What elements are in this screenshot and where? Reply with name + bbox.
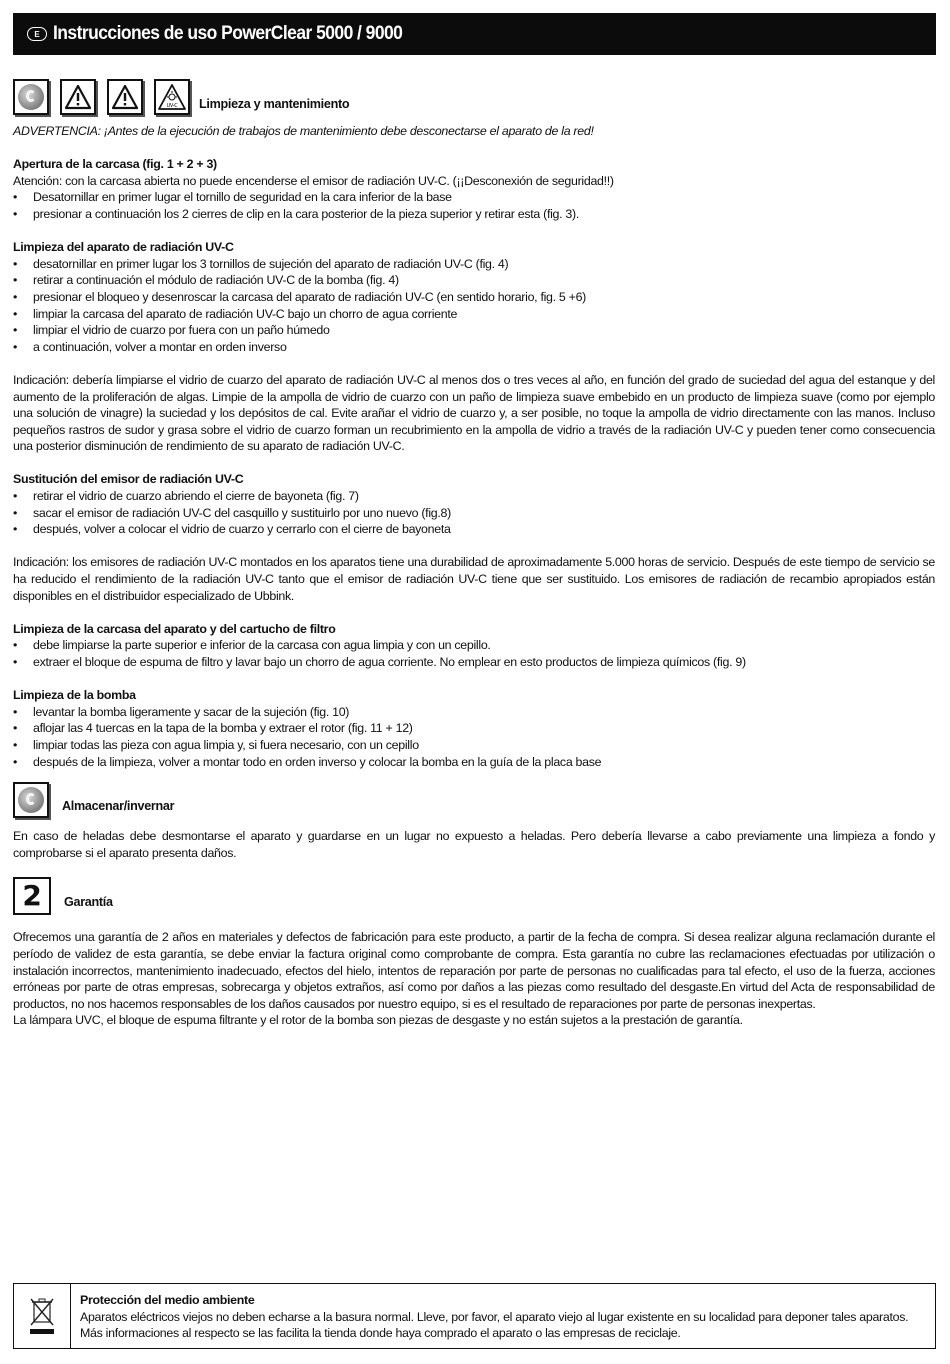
list-item: • a continuación, volver a montar en orden inverso — [13, 339, 287, 354]
storage-text: En caso de heladas debe desmontarse el aparato y guardarse en un lugar no expuesto a heladas. Pero debería llevarse a cabo previamente una limpieza a fondo y comprobarse si el aparato presenta daños. — [13, 829, 935, 860]
list-item: • limpiar la carcasa del aparato de radiación UV-C bajo un chorro de agua corriente — [13, 306, 458, 321]
list-item: • retirar el vidrio de cuarzo abriendo el cierre de bayoneta (fig. 7) — [13, 489, 359, 504]
list-item: • después, volver a colocar el vidrio de cuarzo y cerrarlo con el cierre de bayoneta — [13, 522, 451, 537]
environment-box — [13, 1283, 936, 1349]
pump-cleaning-title: Limpieza de la bomba — [13, 688, 136, 703]
list-item: • presionar a continuación los 2 cierres de clip en la cara posterior de la pieza superior y retirar esta (fig. 3). — [13, 206, 579, 221]
list-item: • retirar a continuación el módulo de radiación UV-C de la bomba (fig. 4) — [13, 273, 399, 288]
warranty-years-icon: 2 — [13, 877, 51, 915]
list-item: • después de la limpieza, volver a montar todo en orden inverso y colocar la bomba en la guía de la placa base — [13, 754, 602, 769]
warranty-text-2: La lámpara UVC, el bloque de espuma filtrante y el rotor de la bomba son piezas de desgaste y no están sujetos a la prestación de garantía. — [13, 1013, 743, 1028]
warranty-title: Garantía — [64, 894, 113, 909]
emitter-replacement-title: Sustitución del emisor de radiación UV-C — [13, 472, 244, 487]
warning-icon — [107, 79, 143, 115]
opening-title: Apertura de la carcasa (fig. 1 + 2 + 3) — [13, 157, 217, 172]
emitter-indication: Indicación: los emisores de radiación UV-C montados en los aparatos tiene una durabilidad de aproximadamente 5.000 horas de servicio. Después de este tiempo de servicio se ha reducido el rendimiento de la radiación UV-C tanto que el emisor de radiación UV-C tiene que ser sustituido. Los emisores de radiación de recambio apropiados están disponibles en el distribuidor especializado de Ubbink. — [13, 555, 935, 603]
warning-icon — [60, 79, 96, 115]
opening-note: Atención: con la carcasa abierta no puede encenderse el emisor de radiación UV-C. (¡¡Desconexión de seguridad!!) — [13, 173, 614, 188]
maintenance-icon-row — [13, 75, 935, 115]
environment-text: Aparatos eléctricos viejos no deben echarse a la basura normal. Lleve, por favor, el aparato viejo al lugar existente en su localidad para deponer tales aparatos. Más informaciones al respecto se las facilita la tienda donde haya comprado el aparato o las empresas de reciclaje. — [80, 1309, 909, 1341]
list-item: • limpiar todas las pieza con agua limpia y, si fuera necesario, con un cepillo — [13, 737, 419, 752]
list-item: • Desatornillar en primer lugar el tornillo de seguridad en la cara inferior de la base — [13, 190, 452, 205]
page-title: Instrucciones de uso PowerClear 5000 / 9000 — [53, 23, 403, 44]
list-item: • presionar el bloqueo y desenroscar la carcasa del aparato de radiación UV-C (en sentido horario, fig. 5 +6) — [13, 289, 587, 304]
crossed-bin-icon — [14, 1284, 71, 1348]
housing-cleaning-title: Limpieza de la carcasa del aparato y del cartucho de filtro — [13, 621, 336, 636]
warranty-icon-row — [13, 875, 935, 915]
maintenance-title: Limpieza y mantenimiento — [199, 97, 350, 112]
environment-text-block — [71, 1284, 935, 1348]
list-item: • desatornillar en primer lugar los 3 tornillos de sujeción del aparato de radiación UV-C (fig. 4) — [13, 256, 509, 271]
list-item: • levantar la bomba ligeramente y sacar de la sujeción (fig. 10) — [13, 704, 350, 719]
uvc-cleaning-indication: Indicación: debería limpiarse el vidrio de cuarzo del aparato de radiación UV-C al menos dos o tres veces al año, en función del grado de suciedad del agua del estanque y del aumento de la proliferación de algas. Limpie de la ampolla de vidrio de cuarzo con un paño de limpieza suave embebido en un producto de limpieza suave (como por ejemplo una solución de vinagre) la suciedad y los depósitos de cal. Evite arañar el vidrio de cuarzo y, a ser posible, no toque la ampolla de vidrio directamente con las manos. Incluso pequeños rastros de sudor y grasa sobre el vidrio de cuarzo forman un recubrimiento en la ampolla de vidrio a través de la radiación UV-C y pueden tener como consecuencia una posterior disminución de rendimiento de su aparato de radiación UV-C. — [13, 372, 935, 454]
content — [13, 73, 935, 1029]
storage-icon-row — [13, 778, 935, 818]
tool-icon — [13, 79, 49, 115]
tool-icon — [13, 782, 49, 818]
storage-title: Almacenar/invernar — [62, 798, 175, 813]
language-badge: E — [27, 27, 47, 41]
list-item: • limpiar el vidrio de cuarzo por fuera con un paño húmedo — [13, 323, 330, 338]
maintenance-warning: ADVERTENCIA: ¡Antes de la ejecución de trabajos de mantenimiento debe desconectarse el aparato de la red! — [13, 124, 594, 138]
list-item: • extraer el bloque de espuma de filtro y lavar bajo un chorro de agua corriente. No emplear en esto productos de limpieza químicos (fig. 9) — [13, 655, 746, 669]
list-item: • aflojar las 4 tuercas en la tapa de la bomba y extraer el rotor (fig. 11 + 12) — [13, 721, 413, 736]
uvc-warning-icon — [154, 79, 190, 115]
environment-title: Protección del medio ambiente — [80, 1293, 255, 1307]
list-item: • debe limpiarse la parte superior e inferior de la carcasa con agua limpia y con un cepillo. — [13, 638, 491, 653]
page-header — [13, 13, 936, 55]
svg-text:UV-C: UV-C — [166, 103, 178, 109]
list-item: • sacar el emisor de radiación UV-C del casquillo y sustituirlo por uno nuevo (fig.8) — [13, 505, 451, 520]
warranty-text: Ofrecemos una garantía de 2 años en materiales y defectos de fabricación para este producto, a partir de la fecha de compra. Si desea realizar alguna reclamación durante el período de validez de esta garantía, se debe enviar la factura original como comprobante de compra. Esta garantía no cubre las reclamaciones efectuadas por utilización o instalación incorrectos, mantenimiento inadecuado, efectos del hielo, intentos de reparación por parte de personas no cualificadas para tal efecto, el uso de la fuerza, acciones erróneas por parte de otras empresas, sobrecarga y objetos extraños, así como por daños a las piezas como resultado del desgaste.En virtud del Acta de responsabilidad de productos, no nos hacemos responsables de los daños causados por nuestro equipo, si es el resultado de reparaciones por parte de personas inexpertas. — [13, 930, 935, 1011]
uvc-cleaning-title: Limpieza del aparato de radiación UV-C — [13, 240, 234, 255]
